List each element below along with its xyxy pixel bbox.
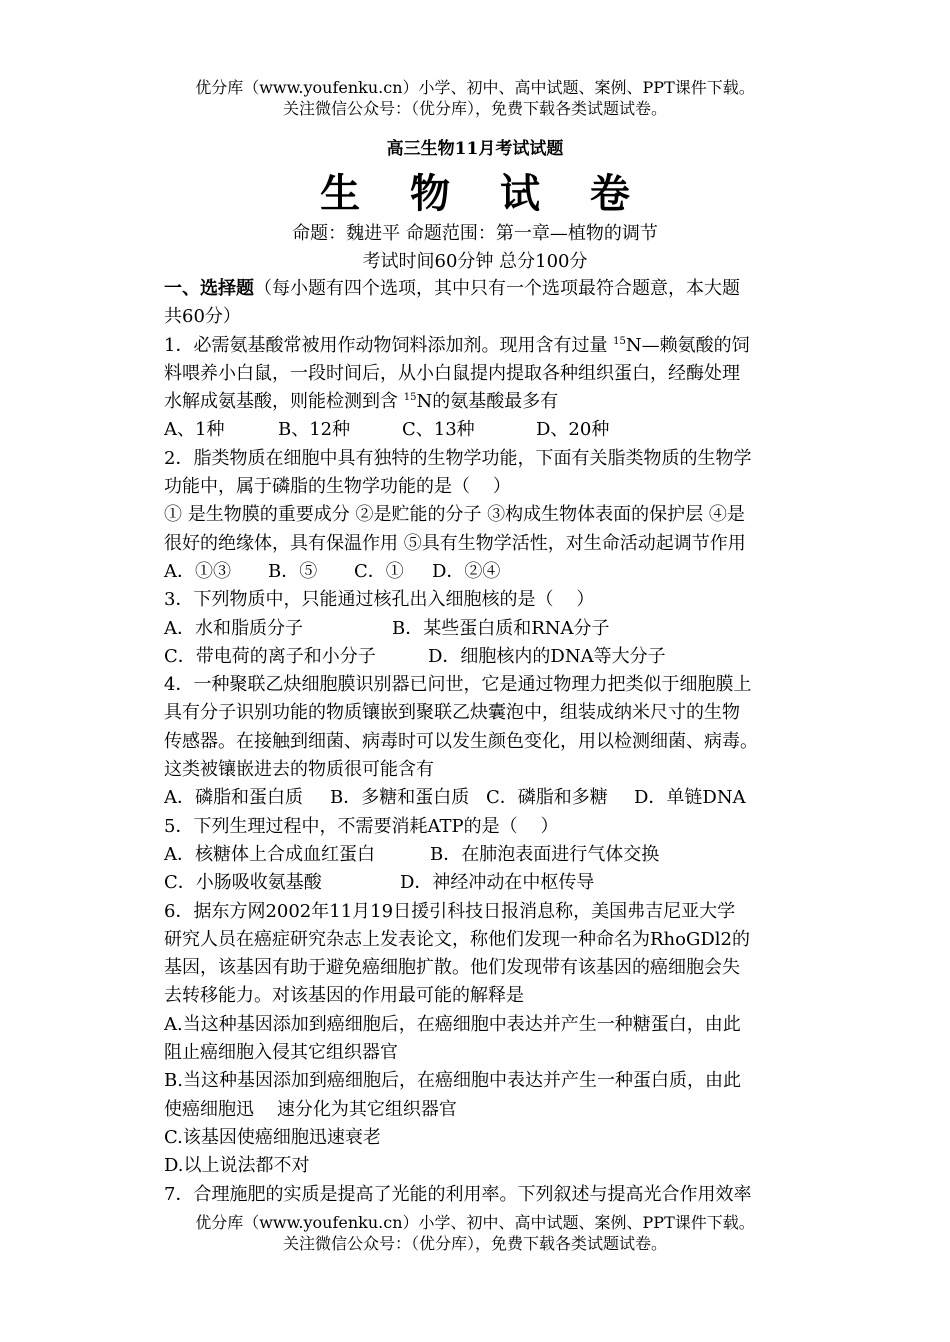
section-heading-line: [164, 275, 796, 303]
q1-text-d: N的氨基酸最多有: [416, 391, 559, 413]
q5-option-d: D．神经冲动在中枢传导: [400, 872, 595, 894]
q5-option-b: B．在肺泡表面进行气体交换: [430, 843, 660, 865]
section-instruction-cont: 共60分）: [164, 306, 241, 328]
question-6-line-4: 去转移能力。对该基因的作用最可能的解释是: [164, 985, 524, 1007]
q4-option-d: D．单链DNA: [634, 787, 746, 809]
section-instruction: （每小题有四个选项，其中只有一个选项最符合题意，本大题: [254, 278, 740, 299]
question-5-line-1: 5．下列生理过程中，不需要消耗ATP的是（ ）: [164, 815, 559, 837]
q2-option-d: D．②④: [432, 560, 501, 582]
q1-text-b: N—赖氨酸的饲: [625, 334, 750, 356]
q2-option-c: C．①: [354, 560, 404, 582]
q1-superscript: 15: [613, 335, 626, 347]
exam-body: [164, 275, 796, 1209]
exam-title: 生 物 试 卷: [320, 170, 648, 217]
q1-option-d: D、20种: [536, 419, 610, 441]
q1-option-b: B、12种: [278, 419, 351, 441]
question-2-options: [164, 558, 796, 586]
question-2-line-4: 很好的绝缘体，具有保温作用 ⑤具有生物学活性，对生命活动起调节作用: [164, 532, 746, 554]
q1-option-a: A、1种: [164, 419, 225, 441]
section-heading: 一、选择题: [164, 278, 254, 299]
question-5-options-row-2: [164, 869, 796, 897]
q6-option-a-line-1: A.当这种基因添加到癌细胞后，在癌细胞中表达并产生一种糖蛋白，由此: [164, 1013, 741, 1035]
question-2-line-2: 功能中，属于磷脂的生物学功能的是（ ）: [164, 476, 511, 498]
question-1-line-3: [164, 388, 796, 416]
q3-option-b: B．某些蛋白质和RNA分子: [392, 617, 610, 639]
page-footer-line-1: 优分库（www.youfenku.cn）小学、初中、高中试题、案例、PPT课件下载。: [195, 1213, 755, 1232]
question-6-line-3: 基因，该基因有助于避免癌细胞扩散。他们发现带有该基因的癌细胞会失: [164, 957, 740, 979]
question-3-options-row-2: [164, 643, 796, 671]
page-header-line-2: 关注微信公众号：（优分库），免费下载各类试题试卷。: [282, 99, 667, 118]
question-4-line-3: 传感器。在接触到细菌、病毒时可以发生颜色变化，用以检测细菌、病毒。: [164, 730, 758, 752]
question-5-options-row-1: [164, 841, 796, 869]
question-7-line-1: 7．合理施肥的实质是提高了光能的利用率。下列叙述与提高光合作用效率: [164, 1183, 752, 1205]
q6-option-c: C.该基因使癌细胞迅速衰老: [164, 1126, 381, 1148]
exam-subtitle: 高三生物11月考试试题: [386, 139, 564, 159]
question-4-line-2: 具有分子识别功能的物质镶嵌到聚联乙炔囊泡中，组装成纳米尺寸的生物: [164, 702, 740, 724]
question-1-line-1: [164, 332, 796, 360]
q4-option-c: C．磷脂和多糖: [486, 787, 608, 809]
q1-superscript-2: 15: [403, 392, 417, 404]
question-3-line-1: 3．下列物质中，只能通过核孔出入细胞核的是（ ）: [164, 589, 595, 611]
page-header-line-1: 优分库（www.youfenku.cn）小学、初中、高中试题、案例、PPT课件下载。: [195, 78, 755, 97]
q1-option-c: C、13种: [402, 419, 475, 441]
question-4-options: [164, 784, 796, 812]
q3-option-c: C．带电荷的离子和小分子: [164, 645, 376, 667]
question-2-line-3: ① 是生物膜的重要成分 ②是贮能的分子 ③构成生物体表面的保护层 ④是: [164, 504, 745, 526]
q3-option-a: A．水和脂质分子: [164, 617, 303, 639]
question-6-line-1: 6．据东方网2002年11月19日援引科技日报消息称，美国弗吉尼亚大学: [164, 900, 736, 922]
q4-option-a: A．磷脂和蛋白质: [164, 787, 303, 809]
q2-option-a: A．①③: [164, 560, 231, 582]
q6-option-b-line-2: 使癌细胞迅 速分化为其它组织器官: [164, 1098, 457, 1120]
q1-text-a: 1．必需氨基酸常被用作动物饲料添加剂。现用含有过量: [164, 334, 614, 356]
q5-option-c: C．小肠吸收氨基酸: [164, 872, 322, 894]
exam-time-line: 考试时间60分钟 总分100分: [362, 251, 588, 272]
q3-option-d: D．细胞核内的DNA等大分子: [428, 645, 666, 667]
q2-option-b: B．⑤: [268, 560, 318, 582]
q4-option-b: B．多糖和蛋白质: [330, 787, 470, 809]
q1-text-c: 水解成氨基酸，则能检测到含: [164, 391, 404, 413]
q5-option-a: A．核糖体上合成血红蛋白: [164, 843, 375, 865]
question-4-line-1: 4．一种聚联乙炔细胞膜识别器已问世，它是通过物理力把类似于细胞膜上: [164, 674, 752, 696]
question-6-line-2: 研究人员在癌症研究杂志上发表论文，称他们发现一种命名为RhoGDl2的: [164, 928, 750, 950]
q6-option-d: D.以上说法都不对: [164, 1155, 310, 1177]
question-2-line-1: 2．脂类物质在细胞中具有独特的生物学功能，下面有关脂类物质的生物学: [164, 447, 752, 469]
question-4-line-4: 这类被镶嵌进去的物质很可能含有: [164, 759, 434, 781]
q6-option-b-line-1: B.当这种基因添加到癌细胞后，在癌细胞中表达并产生一种蛋白质，由此: [164, 1070, 741, 1092]
question-3-options-row-1: [164, 615, 796, 643]
question-1-line-2: 料喂养小白鼠，一段时间后，从小白鼠提内提取各种组织蛋白，经酶处理: [164, 362, 740, 384]
exam-author-line: 命题：魏进平 命题范围：第一章—植物的调节: [292, 223, 658, 244]
question-1-options: [164, 416, 796, 444]
page-footer-line-2: 关注微信公众号：（优分库），免费下载各类试题试卷。: [282, 1234, 667, 1253]
q6-option-a-line-2: 阻止癌细胞入侵其它组织器官: [164, 1042, 398, 1064]
